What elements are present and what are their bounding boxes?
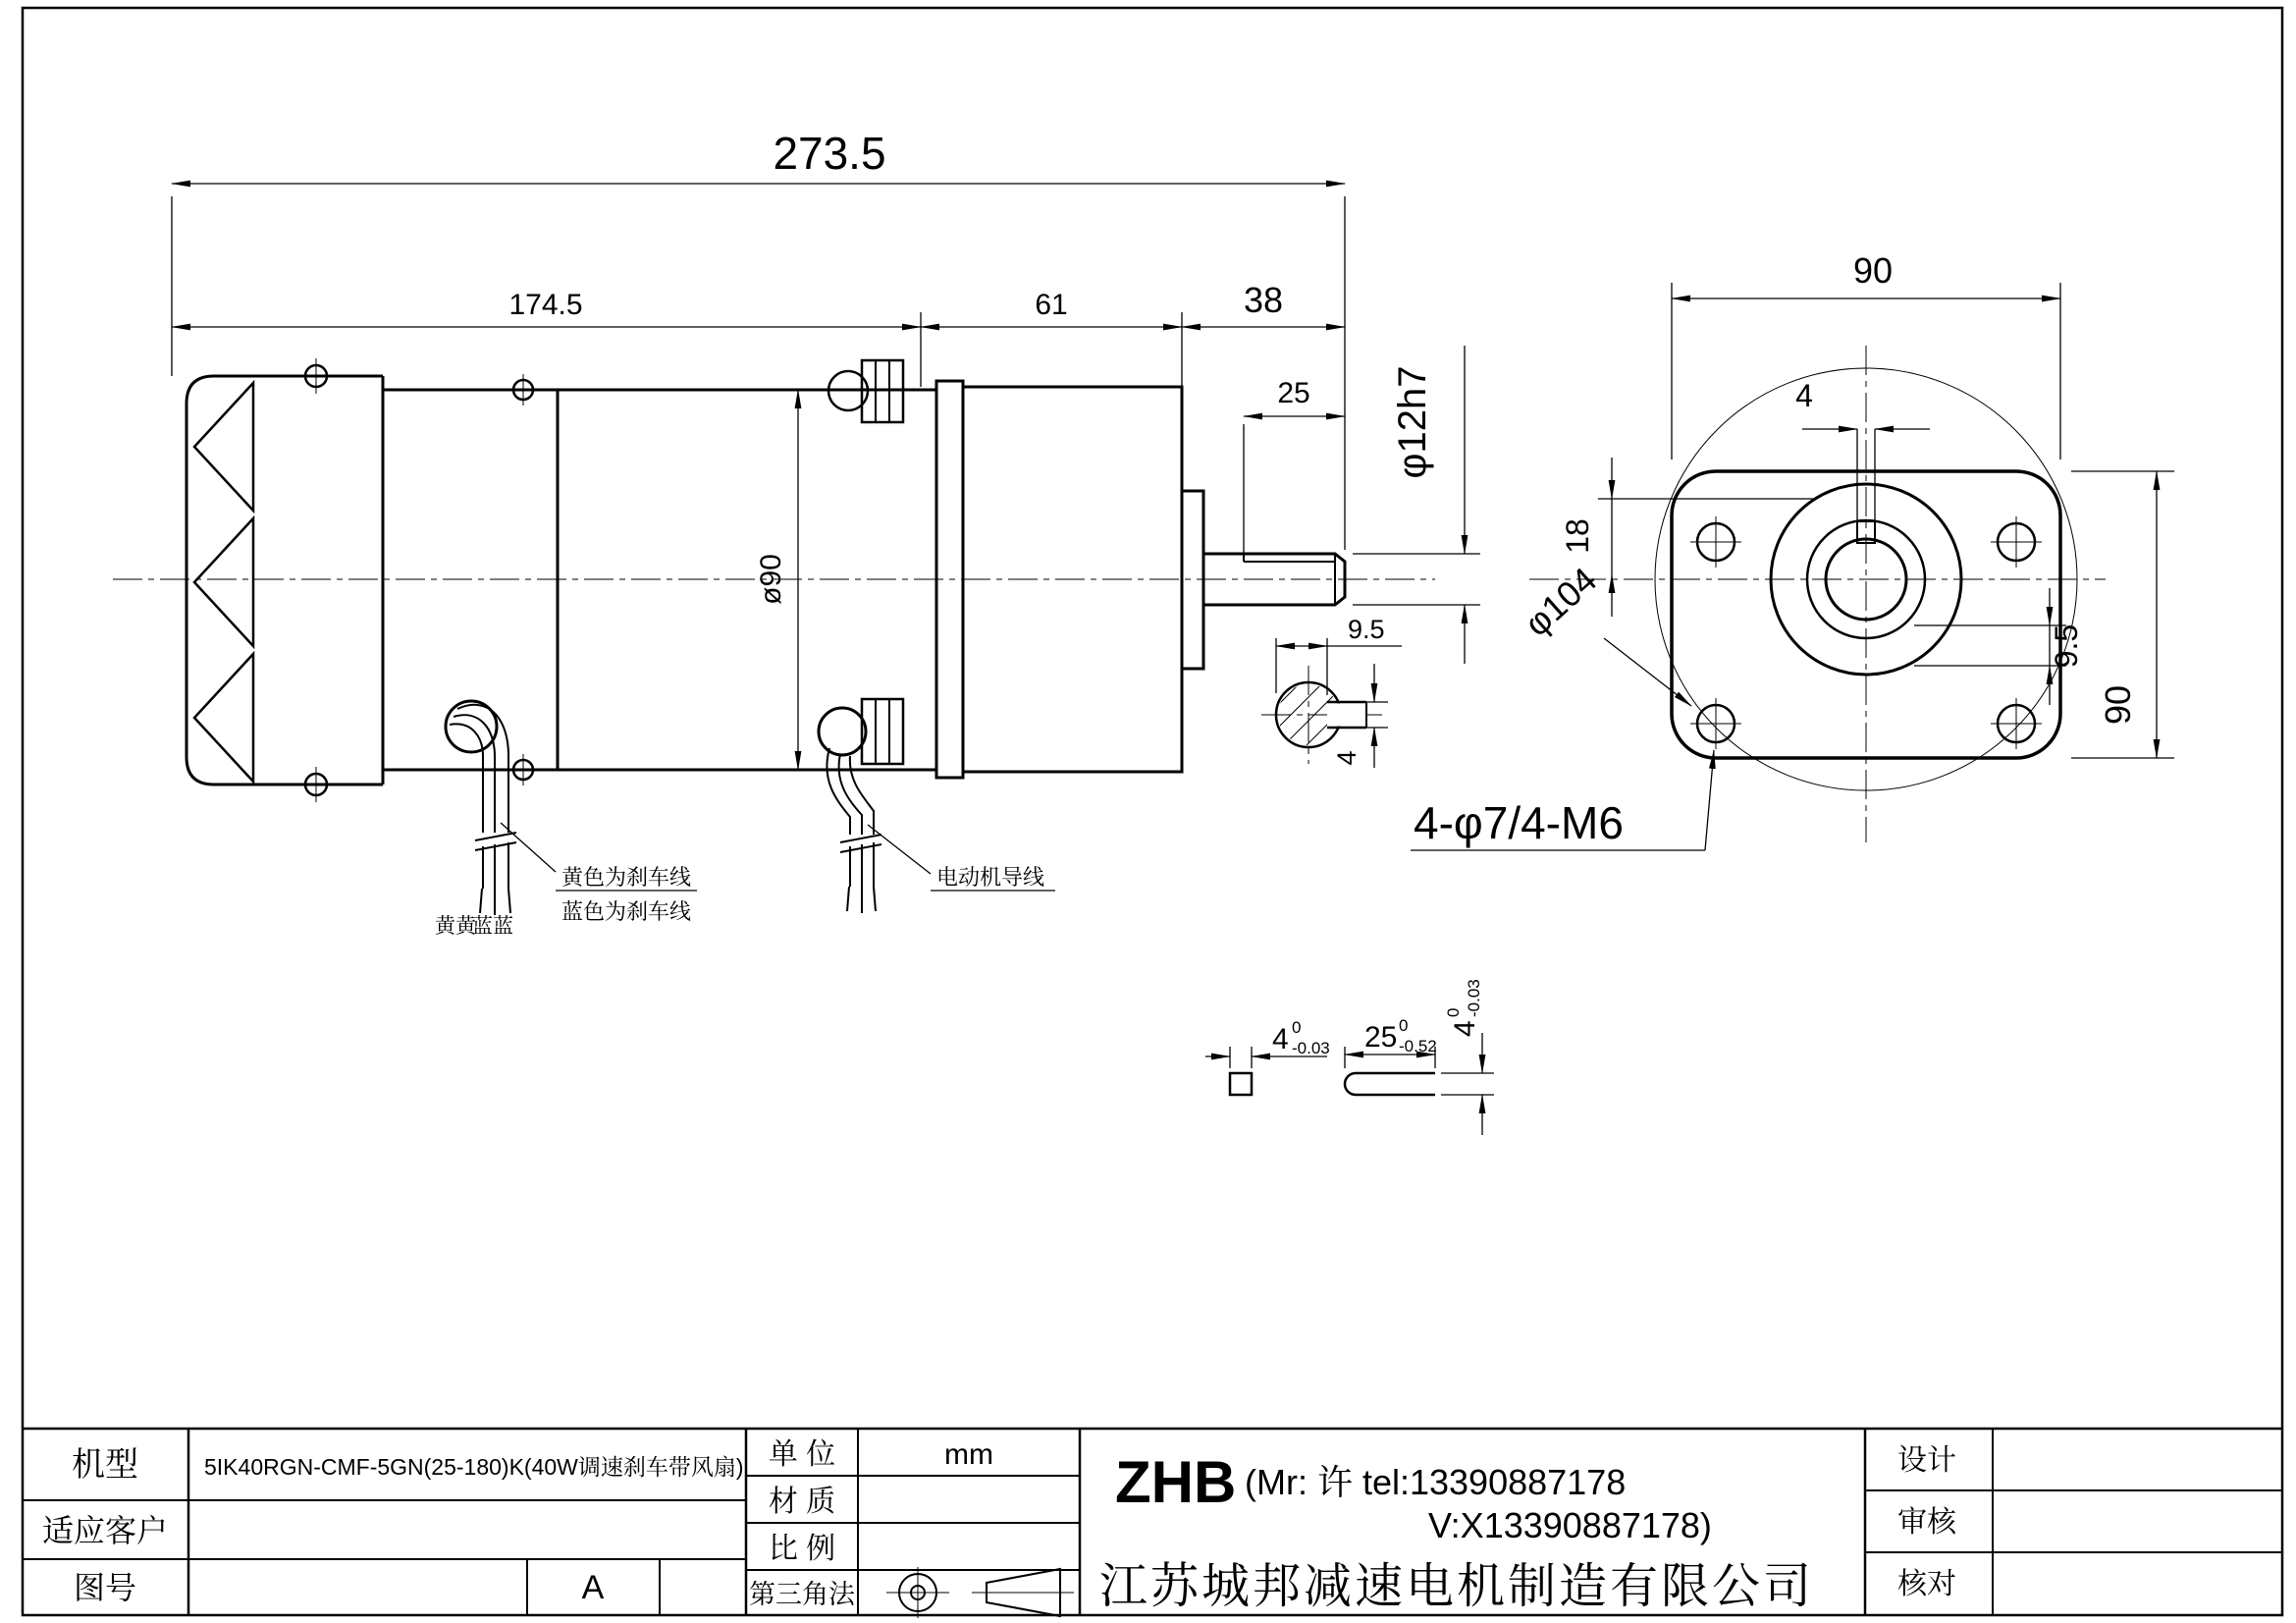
- dim-body-dia-text: ø90: [755, 554, 787, 605]
- dim-key-length: [1345, 1016, 1437, 1068]
- unit-value: mm: [944, 1438, 993, 1471]
- dim-key-on-shaft: [1244, 377, 1345, 556]
- scale-label: 比 例: [768, 1533, 836, 1565]
- contact-line2: V:X13390887178): [1428, 1505, 1712, 1545]
- brake-wire-gland: [446, 701, 516, 915]
- bolt-circle-callout: [1517, 560, 1691, 706]
- dim-key-width-tollo: -0.03: [1292, 1039, 1330, 1057]
- dim-section-keyway-text: 4: [1332, 750, 1362, 766]
- dim-key-height: [1441, 979, 1494, 1135]
- brake-wire-callout: [501, 823, 697, 924]
- mount-holes-text: 4-φ7/4-M6: [1414, 797, 1624, 848]
- wire-label-yellow: 黄黄: [435, 915, 476, 938]
- material-label: 材 质: [768, 1486, 836, 1518]
- dim-total-text: 273.5: [773, 128, 886, 179]
- fan-louver: [194, 654, 253, 782]
- dim-key-height-v: 4: [1449, 1020, 1481, 1037]
- dim-body-text: 174.5: [508, 289, 583, 321]
- design-label: 设计: [1897, 1444, 1956, 1477]
- dim-front-height: [2071, 471, 2174, 758]
- fan-louver: [194, 383, 253, 511]
- key-profile: [1345, 1073, 1435, 1095]
- company-name: 江苏城邦减速电机制造有限公司: [1099, 1560, 1815, 1613]
- check-label: 核对: [1897, 1568, 1956, 1600]
- key-square: [1230, 1073, 1252, 1095]
- page-border: [23, 8, 2282, 1615]
- model-value: 5IK40RGN-CMF-5GN(25-180)K(40W调速刹车带风扇): [204, 1454, 744, 1480]
- dim-front-height-text: 90: [2098, 684, 2138, 726]
- side-view: [113, 128, 1480, 938]
- dim-key-text: 25: [1277, 377, 1310, 409]
- dim-gearbox-text: 61: [1035, 289, 1068, 321]
- dim-offset: [1914, 588, 2084, 705]
- dim-key-length-v: 25: [1364, 1021, 1398, 1054]
- third-angle-projection-icon: [886, 1567, 1074, 1618]
- dim-front-keyway-text: 4: [1795, 378, 1813, 413]
- unit-label: 单 位: [768, 1438, 836, 1471]
- projection-label: 第三角法: [749, 1580, 855, 1609]
- title-block: [23, 1429, 2282, 1618]
- mount-holes-callout: [1411, 750, 1714, 850]
- contact-line1: (Mr: 许 tel:13390887178: [1245, 1462, 1627, 1502]
- dim-key-height-tolhi: 0: [1444, 1007, 1463, 1017]
- dim-key-length-tollo: -0.52: [1399, 1037, 1437, 1055]
- motor-lead-label: 电动机导线: [936, 865, 1045, 890]
- dim-shaft-dia-text: φ12h7: [1391, 365, 1434, 479]
- key-detail: [1205, 979, 1494, 1135]
- motor-wire-callout: [868, 825, 1055, 891]
- dim-center-height-text: 18: [1560, 518, 1595, 554]
- brand-logo-text: ZHB: [1115, 1449, 1237, 1515]
- fan-louver: [194, 518, 253, 646]
- dim-section-flat: [1276, 615, 1402, 695]
- dim-total-length: [172, 128, 1345, 550]
- fan-cover: [187, 358, 383, 802]
- dim-front-keyway: [1795, 378, 1930, 429]
- screw-top: [298, 358, 334, 394]
- screw-bottom: [298, 767, 334, 802]
- shaft-section-detail: [1256, 615, 1402, 778]
- motor-wire-gland: [819, 699, 903, 913]
- dim-key-width: [1205, 1018, 1330, 1068]
- dim-key-width-v: 4: [1272, 1023, 1289, 1055]
- dim-key-width-tolhi: 0: [1292, 1018, 1302, 1037]
- dim-key-length-tolhi: 0: [1399, 1016, 1409, 1035]
- front-view: [1411, 250, 2174, 850]
- model-label: 机型: [72, 1446, 138, 1484]
- customer-label: 适应客户: [41, 1513, 169, 1548]
- bolt-circle-text: φ104: [1516, 559, 1605, 644]
- dim-section-flat-text: 9.5: [1348, 615, 1385, 644]
- dim-key-height-tollo: -0.03: [1465, 979, 1483, 1017]
- brake-blue-label: 蓝色为刹车线: [561, 899, 692, 924]
- review-label: 审核: [1897, 1506, 1956, 1539]
- brake-yellow-label: 黄色为刹车线: [561, 865, 692, 890]
- revision-value: A: [581, 1569, 605, 1606]
- section-keyway-fill: [1327, 704, 1366, 727]
- drawing-no-label: 图号: [73, 1570, 137, 1605]
- wire-label-blue: 蓝蓝: [472, 915, 513, 938]
- dim-offset-text: 9.5: [2049, 623, 2084, 669]
- dim-front-width-text: 90: [1852, 250, 1894, 291]
- dim-shaft-ext-text: 38: [1243, 280, 1284, 320]
